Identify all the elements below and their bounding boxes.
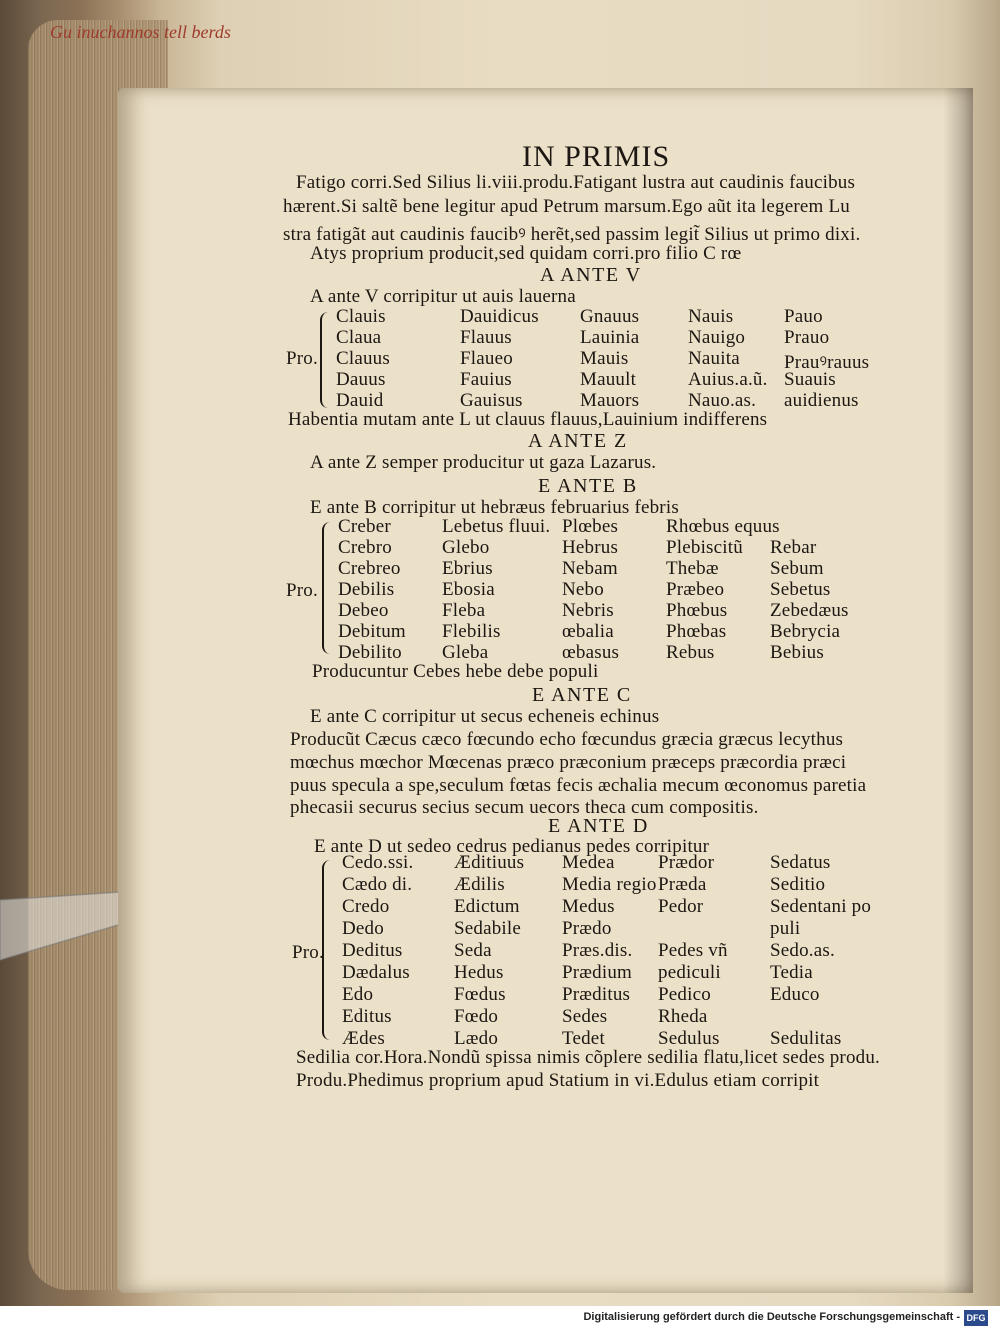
table-cell: Lædo <box>454 1028 499 1049</box>
table-cell: Tedia <box>770 962 813 983</box>
footer-credit: Digitalisierung gefördert durch die Deutsche Forschungsgemeinschaft - <box>583 1311 960 1323</box>
table-cell: œbalia <box>562 621 614 642</box>
footer-bar <box>0 1306 1000 1331</box>
table-cell: Plœbes <box>562 516 619 537</box>
table-cell: Tedet <box>562 1028 605 1049</box>
table-cell: puli <box>770 918 801 939</box>
table-cell: Dauidicus <box>460 306 539 327</box>
table-cell: Seda <box>454 940 492 961</box>
table-cell: Mauors <box>580 390 640 411</box>
table-cell: Debitum <box>338 621 406 642</box>
table-cell: Clauis <box>336 306 386 327</box>
table-cell: Lauinia <box>580 327 640 348</box>
table-cell: Thebæ <box>666 558 719 579</box>
table-cell: Gleba <box>442 642 489 663</box>
section-heading: A ANTE Z <box>528 430 628 452</box>
table-cell: Prauo <box>784 327 830 348</box>
text-line: mœchus mœchor Mœcenas præco præconium præceps præcordia præci <box>290 752 847 773</box>
table-cell: Dauus <box>336 369 386 390</box>
table-cell: Hebrus <box>562 537 619 558</box>
table-cell: Prauꝰrauus <box>784 352 870 373</box>
table-cell: Crebro <box>338 537 392 558</box>
table-cell: Phœbas <box>666 621 727 642</box>
table-cell: Lebetus fluui. <box>442 516 551 537</box>
section-heading: A ANTE V <box>540 264 642 286</box>
section-rule: A ante V corripitur ut auis lauerna <box>310 286 576 307</box>
table-cell: Dauid <box>336 390 384 411</box>
table-cell: Edo <box>342 984 374 1005</box>
table-cell: Pedes vñ <box>658 940 728 961</box>
table-cell: Dedo <box>342 918 384 939</box>
table-cell: Seditio <box>770 874 826 895</box>
text-line: stra fatigãt aut caudinis faucibꝰ herẽt,sed passim legit̃ Silius ut primo dixi. <box>283 224 861 245</box>
brace <box>322 522 334 654</box>
book-edge-inscription: Gu inuchannos tell berds <box>50 22 231 42</box>
table-cell: Æditiuus <box>454 852 525 873</box>
table-cell: Præbeo <box>666 579 725 600</box>
section-rule: A ante Z semper producitur ut gaza Lazarus. <box>310 452 657 473</box>
table-cell: Sedes <box>562 1006 608 1027</box>
table-cell: Gauisus <box>460 390 523 411</box>
table-cell: Pedor <box>658 896 704 917</box>
table-cell: Editus <box>342 1006 392 1027</box>
table-cell: Glebo <box>442 537 490 558</box>
table-cell: Fœdo <box>454 1006 499 1027</box>
table-cell: auidienus <box>784 390 859 411</box>
table-cell: Prædium <box>562 962 633 983</box>
table-cell: Zebedæus <box>770 600 849 621</box>
table-cell: Bebrycia <box>770 621 841 642</box>
table-cell: Debeo <box>338 600 389 621</box>
text-line: Produ.Phedimus proprium apud Statium in vi.Edulus etiam corripit <box>296 1070 820 1091</box>
table-cell: Prædor <box>658 852 715 873</box>
table-cell: Sedulus <box>658 1028 720 1049</box>
table-cell: Flauus <box>460 327 512 348</box>
text-line: Fatigo corri.Sed Silius li.viii.produ.Fatigant lustra aut caudinis faucibus <box>296 172 856 193</box>
table-cell: Sebetus <box>770 579 831 600</box>
table-cell: Hedus <box>454 962 504 983</box>
table-cell: pediculi <box>658 962 721 983</box>
section-heading: E ANTE B <box>538 475 638 497</box>
table-cell: Mauult <box>580 369 637 390</box>
table-cell: Nauo.as. <box>688 390 757 411</box>
table-cell: Plebiscitũ <box>666 537 743 558</box>
table-cell: œbasus <box>562 642 620 663</box>
table-cell: Sedatus <box>770 852 831 873</box>
table-cell: Præditus <box>562 984 631 1005</box>
table-cell: Rheda <box>658 1006 708 1027</box>
table-cell: Nauigo <box>688 327 746 348</box>
section-rule: E ante C corripitur ut secus echeneis echinus <box>310 706 660 727</box>
table-cell: Educo <box>770 984 820 1005</box>
table-cell: Medus <box>562 896 615 917</box>
dfg-logo: DFG <box>964 1310 988 1326</box>
table-cell: Fleba <box>442 600 486 621</box>
text-line: Sedilia cor.Hora.Nondũ spissa nimis cõplere sedilia flatu,licet sedes produ. <box>296 1047 881 1068</box>
table-cell: Media regio <box>562 874 657 895</box>
table-cell: Cædo di. <box>342 874 413 895</box>
table-cell: Ebosia <box>442 579 495 600</box>
table-cell: Dædalus <box>342 962 410 983</box>
table-cell: Nauis <box>688 306 734 327</box>
table-cell: Crebreo <box>338 558 401 579</box>
table-cell: Mauis <box>580 348 629 369</box>
table-cell: Nauita <box>688 348 740 369</box>
table-cell: Bebius <box>770 642 824 663</box>
table-cell: Ædilis <box>454 874 505 895</box>
table-cell: Pedico <box>658 984 711 1005</box>
brace <box>320 312 332 408</box>
table-cell: Cedo.ssi. <box>342 852 414 873</box>
text-line: phecasii securus secius secum uecors theca cum compositis. <box>290 797 759 818</box>
table-cell: Flebilis <box>442 621 501 642</box>
table-cell: Gnauus <box>580 306 640 327</box>
table-cell: Pauo <box>784 306 823 327</box>
pro-label: Pro. <box>286 348 318 369</box>
table-cell: Clauus <box>336 348 390 369</box>
table-cell: Auius.a.ũ. <box>688 369 768 390</box>
table-cell: Ædes <box>342 1028 386 1049</box>
table-cell: Debilis <box>338 579 395 600</box>
section-heading: E ANTE D <box>548 815 649 837</box>
table-cell: Flaueo <box>460 348 513 369</box>
section-note: Habentia mutam ante L ut clauus flauus,Lauinium indifferens <box>288 409 768 430</box>
section-note: Producuntur Cebes hebe debe populi <box>312 661 599 682</box>
table-cell: Nebam <box>562 558 618 579</box>
table-cell: Deditus <box>342 940 403 961</box>
page-title: IN PRIMIS <box>522 140 671 173</box>
table-cell: Nebo <box>562 579 604 600</box>
table-cell: Ebrius <box>442 558 493 579</box>
table-cell: Præs.dis. <box>562 940 633 961</box>
table-cell: Suauis <box>784 369 836 390</box>
table-cell: Sedulitas <box>770 1028 842 1049</box>
page-gutter-shadow <box>943 88 973 1293</box>
table-cell: Debilito <box>338 642 402 663</box>
table-cell: Fœdus <box>454 984 506 1005</box>
table-cell: Rebus <box>666 642 715 663</box>
table-cell: Sedabile <box>454 918 522 939</box>
table-cell: Præda <box>658 874 707 895</box>
table-cell: Sedentani po <box>770 896 872 917</box>
section-rule: E ante B corripitur ut hebræus februarius febris <box>310 497 679 518</box>
table-cell: Sebum <box>770 558 824 579</box>
table-cell: Medea <box>562 852 615 873</box>
table-cell: Rhœbus equus <box>666 516 780 537</box>
table-cell: Credo <box>342 896 390 917</box>
text-line: Producũt Cæcus cæco fœcundo echo fœcundus græcia græcus lecythus <box>290 729 844 750</box>
table-cell: Prædo <box>562 918 612 939</box>
pro-label: Pro. <box>292 942 324 963</box>
table-cell: Rebar <box>770 537 817 558</box>
table-cell: Sedo.as. <box>770 940 835 961</box>
section-rule: E ante D ut sedeo cedrus pedianus pedes corripitur <box>314 836 710 857</box>
pro-label: Pro. <box>286 580 318 601</box>
table-cell: Fauius <box>460 369 512 390</box>
text-line: Atys proprium producit,sed quidam corri.pro filio C rœ <box>310 243 742 264</box>
text-line: puus specula a spe,seculum fœtas fecis æchalia mecum œconomus paretia <box>290 775 867 796</box>
table-cell: Claua <box>336 327 382 348</box>
table-cell: Nebris <box>562 600 614 621</box>
table-cell: Creber <box>338 516 391 537</box>
table-cell: Phœbus <box>666 600 728 621</box>
section-heading: E ANTE C <box>532 684 632 706</box>
text-line: hærent.Si saltẽ bene legitur apud Petrum marsum.Ego aũt ita legerem Lu <box>283 196 850 217</box>
table-cell: Edictum <box>454 896 520 917</box>
